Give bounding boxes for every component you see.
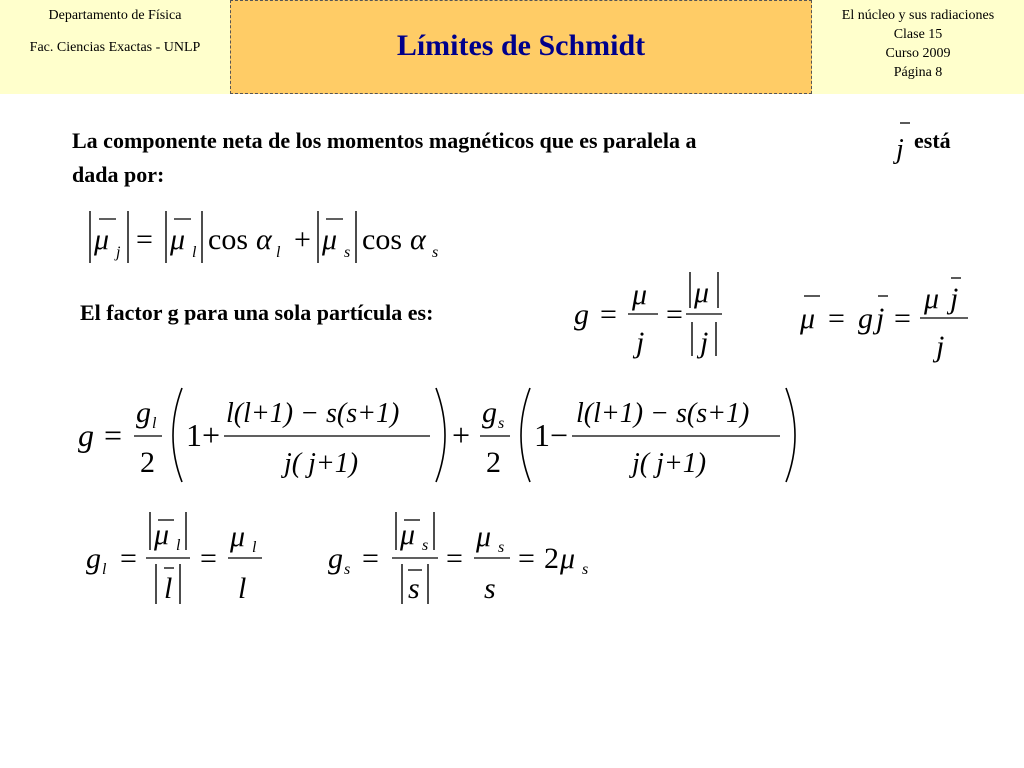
- svg-text:s: s: [484, 572, 496, 605]
- header-title-panel: [230, 0, 812, 94]
- svg-text:1: 1: [186, 417, 202, 453]
- svg-text:=: =: [120, 542, 137, 575]
- svg-text:l: l: [238, 572, 247, 605]
- svg-text:μ: μ: [924, 282, 940, 315]
- svg-text:2: 2: [486, 446, 501, 479]
- svg-text:l: l: [102, 561, 107, 578]
- svg-text:l: l: [276, 244, 281, 261]
- svg-text:=: =: [200, 542, 217, 575]
- svg-text:μ: μ: [800, 302, 816, 335]
- svg-text:=: =: [666, 298, 683, 331]
- svg-text:=: =: [518, 542, 535, 575]
- svg-text:=: =: [828, 302, 845, 335]
- course-name-label: El núcleo y sus radiaciones: [841, 8, 995, 23]
- svg-text:l: l: [152, 415, 157, 432]
- g-ratio-equation: [572, 268, 742, 364]
- svg-text:=: =: [104, 417, 123, 453]
- header-left-panel: [0, 0, 230, 94]
- svg-text:s: s: [422, 537, 429, 554]
- svg-text:2: 2: [140, 446, 155, 479]
- svg-text:j: j: [700, 326, 709, 359]
- g-s-equation: [328, 508, 598, 608]
- svg-text:l(l+1) − s(s+1): l(l+1) − s(s+1): [576, 398, 750, 429]
- department-label: Departamento de Física: [48, 8, 182, 23]
- svg-text:s: s: [408, 572, 420, 605]
- svg-text:2: 2: [544, 542, 559, 575]
- svg-text:+: +: [452, 417, 471, 453]
- svg-text:=: =: [362, 542, 379, 575]
- class-number-label: Clase 15: [893, 27, 943, 42]
- svg-text:j: j: [636, 326, 645, 359]
- svg-text:g: g: [78, 417, 94, 453]
- svg-text:μ: μ: [170, 223, 186, 256]
- svg-text:s: s: [582, 561, 589, 578]
- svg-text:+: +: [202, 417, 221, 453]
- svg-text:=: =: [136, 223, 153, 256]
- svg-text:j( j+1): j( j+1): [284, 448, 359, 479]
- svg-text:l: l: [252, 539, 257, 556]
- svg-text:j( j+1): j( j+1): [632, 448, 707, 479]
- svg-text:α: α: [256, 223, 272, 256]
- svg-text:μ: μ: [230, 520, 246, 553]
- svg-text:s: s: [344, 244, 351, 261]
- svg-text:−: −: [550, 417, 569, 453]
- svg-text:g: g: [86, 542, 101, 575]
- svg-text:μ: μ: [94, 223, 110, 256]
- faculty-label: Fac. Ciencias Exactas - UNLP: [29, 40, 201, 55]
- mu-vector-equation: [798, 272, 978, 368]
- svg-text:s: s: [498, 415, 505, 432]
- net-moment-equation: [86, 205, 466, 265]
- course-year-label: Curso 2009: [885, 46, 951, 61]
- svg-text:1: 1: [534, 417, 550, 453]
- paragraph-line-1: La componente neta de los momentos magnéticos que es paralela a: [72, 128, 697, 153]
- svg-text:+: +: [294, 223, 311, 256]
- svg-text:l: l: [164, 572, 173, 605]
- svg-text:μ: μ: [400, 518, 416, 551]
- g-l-equation: [86, 508, 276, 608]
- paragraph-line-1-end: está: [914, 128, 951, 153]
- svg-text:μ: μ: [560, 542, 576, 575]
- svg-text:μ: μ: [322, 223, 338, 256]
- schmidt-g-equation: [78, 382, 808, 482]
- svg-text:l: l: [192, 244, 197, 261]
- svg-text:s: s: [432, 244, 439, 261]
- svg-text:cos: cos: [362, 223, 402, 256]
- svg-text:=: =: [600, 298, 617, 331]
- svg-text:s: s: [498, 539, 505, 556]
- svg-text:j: j: [896, 134, 904, 165]
- svg-text:g: g: [136, 396, 151, 429]
- svg-text:cos: cos: [208, 223, 248, 256]
- svg-text:l: l: [176, 537, 181, 554]
- svg-text:g: g: [574, 298, 589, 331]
- svg-text:j: j: [876, 302, 885, 335]
- svg-text:μ: μ: [632, 278, 648, 311]
- header-right-panel: [812, 0, 1024, 94]
- svg-text:=: =: [894, 302, 911, 335]
- svg-text:α: α: [410, 223, 426, 256]
- g-factor-label: El factor g para una sola partícula es:: [80, 300, 434, 325]
- svg-text:=: =: [446, 542, 463, 575]
- svg-text:g: g: [858, 302, 873, 335]
- svg-text:g: g: [328, 542, 343, 575]
- page-number-label: Página 8: [893, 65, 943, 80]
- svg-text:s: s: [344, 561, 351, 578]
- svg-text:μ: μ: [476, 520, 492, 553]
- svg-text:j: j: [116, 244, 121, 261]
- svg-text:g: g: [482, 396, 497, 429]
- svg-text:μ: μ: [694, 276, 710, 309]
- svg-text:μ: μ: [154, 518, 170, 551]
- svg-text:j: j: [950, 282, 959, 315]
- slide-title: Límites de Schmidt: [396, 29, 646, 62]
- svg-text:l(l+1) − s(s+1): l(l+1) − s(s+1): [226, 398, 400, 429]
- paragraph-line-2: dada por:: [72, 162, 165, 187]
- j-vector-symbol: [892, 118, 916, 164]
- svg-text:j: j: [936, 330, 945, 363]
